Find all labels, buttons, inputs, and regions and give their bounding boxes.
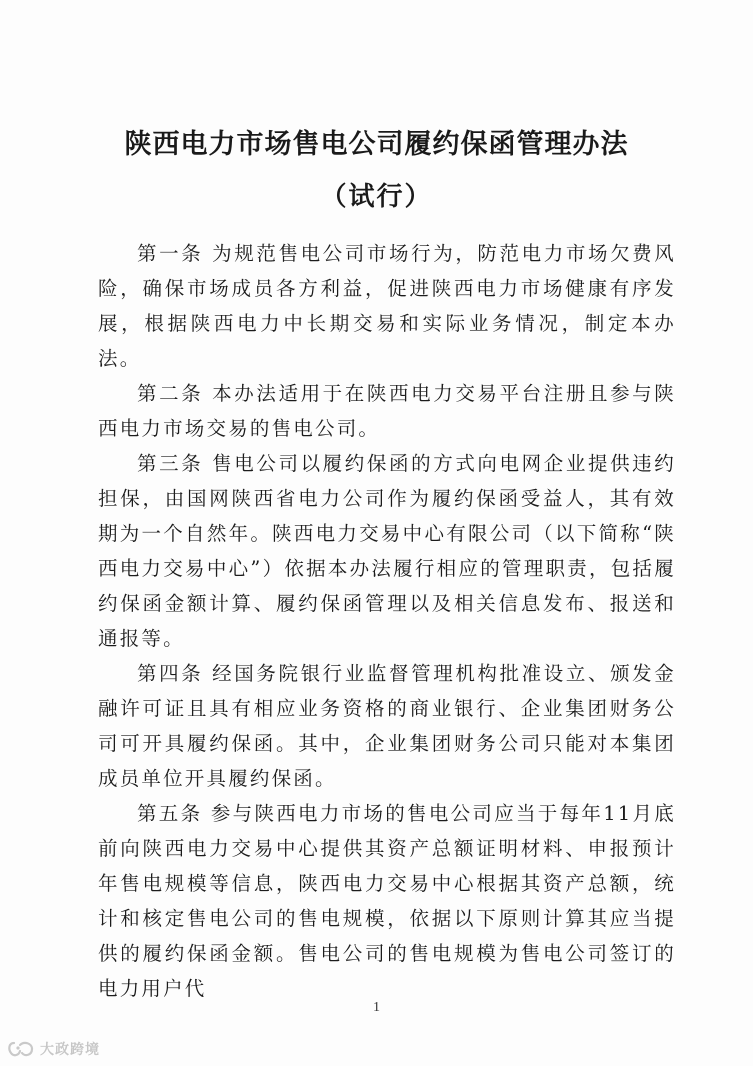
article-1: 第一条 为规范售电公司市场行为，防范电力市场欠费风险，确保市场成员各方利益，促进陕西电力市场健康有序发展，根据陕西电力中长期交易和实际业务情况，制定本办法。 <box>98 242 676 370</box>
page-number: 1 <box>373 1000 380 1015</box>
article-5: 第五条 参与陕西电力市场的售电公司应当于每年11月底前向陕西电力交易中心提供其资产总额证明材料、申报预计年售电规模等信息，陕西电力交易中心根据其资产总额，统计和核定售电公司的售电规模，依据以下原则计算其应当提供的履约保函金额。售电公司的售电规模为售电公司签订的电力用户代 <box>98 802 676 1000</box>
article-2: 第二条 本办法适用于在陕西电力交易平台注册且参与陕西电力市场交易的售电公司。 <box>98 382 676 440</box>
document-subtitle: （试行） <box>320 182 433 212</box>
article-4: 第四条 经国务院银行业监督管理机构批准设立、颁发金融许可证且具有相应业务资格的商业银行、企业集团财务公司可开具履约保函。其中，企业集团财务公司只能对本集团成员单位开具履约保函。 <box>98 662 676 790</box>
document-title: 陕西电力市场售电公司履约保函管理办法 <box>124 129 629 160</box>
watermark <box>6 1038 100 1060</box>
watermark-text: 大政跨境 <box>40 1042 100 1058</box>
watermark-logo-icon <box>6 1039 36 1059</box>
article-3: 第三条 售电公司以履约保函的方式向电网企业提供违约担保，由国网陕西省电力公司作为履约保函受益人，其有效期为一个自然年。陕西电力交易中心有限公司（以下简称“陕西电力交易中心”）依据本办法履行相应的管理职责，包括履约保函金额计算、履约保函管理以及相关信息发布、报送和通报等。 <box>98 452 676 650</box>
document-body <box>98 236 676 1006</box>
